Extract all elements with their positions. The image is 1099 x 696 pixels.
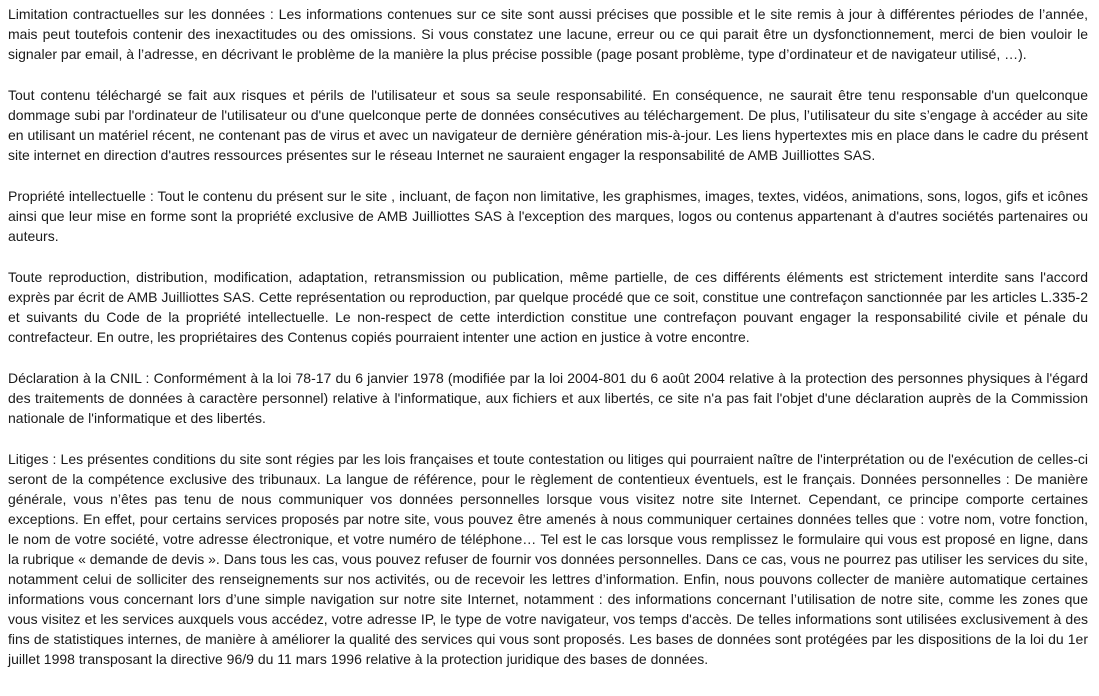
legal-notice-content — [8, 4, 1088, 669]
paragraph-intellectual-property: Propriété intellectuelle : Tout le contenu du présent sur le site , incluant, de façon non limitative, les graphismes, images, textes, vidéos, animations, sons, logos, gifs et icônes ainsi que leur mise en forme sont la propriété exclusive de AMB Juilliottes SAS à l'exception des marques, logos ou contenus appartenant à d'autres sociétés partenaires ou auteurs. — [8, 188, 1088, 244]
paragraph-downloads-liability: Tout contenu téléchargé se fait aux risques et périls de l'utilisateur et sous sa seule responsabilité. En conséquence, ne saurait être tenu responsable d'un quelconque dommage subi par l'ordinateur de l'utilisateur ou d'une quelconque perte de données consécutives au téléchargement. De plus, l’utilisateur du site s’engage à accéder au site en utilisant un matériel récent, ne contenant pas de virus et avec un navigateur de dernière génération mis-à-jour. Les liens hypertextes mis en place dans le cadre du présent site internet en direction d'autres ressources présentes sur le réseau Internet ne sauraient engager la responsabilité de AMB Juilliottes SAS. — [8, 87, 1088, 163]
paragraph-reproduction: Toute reproduction, distribution, modification, adaptation, retransmission ou publication, même partielle, de ces différents éléments est strictement interdite sans l'accord exprès par écrit de AMB Juilliottes SAS. Cette représentation ou reproduction, par quelque procédé que ce soit, constitue une contrefaçon sanctionnée par les articles L.335-2 et suivants du Code de la propriété intellectuelle. Le non-respect de cette interdiction constitue une contrefaçon pouvant engager la responsabilité civile et pénale du contrefacteur. En outre, les propriétaires des Contenus copiés pourraient intenter une action en justice à votre encontre. — [8, 269, 1088, 345]
paragraph-data-limitations: Limitation contractuelles sur les données : Les informations contenues sur ce site sont aussi précises que possible et le site remis à jour à différentes périodes de l’année, mais peut toutefois contenir des inexactitudes ou des omissions. Si vous constatez une lacune, erreur ou ce qui parait être un dysfonctionnement, merci de bien vouloir le signaler par email, à l’adresse, en décrivant le problème de la manière la plus précise possible (page posant problème, type d’ordinateur et de navigateur utilisé, …). — [8, 6, 1088, 62]
paragraph-disputes-personal-data: Litiges : Les présentes conditions du site sont régies par les lois françaises et toute contestation ou litiges qui pourraient naître de l'interprétation ou de l'exécution de celles-ci seront de la compétence exclusive des tribunaux. La langue de référence, pour le règlement de contentieux éventuels, est le français. Données personnelles : De manière générale, vous n’êtes pas tenu de nous communiquer vos données personnelles lorsque vous visitez notre site Internet. Cependant, ce principe comporte certaines exceptions. En effet, pour certains services proposés par notre site, vous pouvez être amenés à nous communiquer certaines données telles que : votre nom, votre fonction, le nom de votre société, votre adresse électronique, et votre numéro de téléphone… Tel est le cas lorsque vous remplissez le formulaire qui vous est proposé en ligne, dans la rubrique « demande de devis ». Dans tous les cas, vous pouvez refuser de fournir vos données personnelles. Dans ce cas, vous ne pourrez pas utiliser les services du site, notamment celui de solliciter des renseignements sur nos activités, ou de recevoir les lettres d’information. Enfin, nous pouvons collecter de manière automatique certaines informations vous concernant lors d’une simple navigation sur notre site Internet, notamment : des informations concernant l’utilisation de notre site, comme les zones que vous visitez et les services auxquels vous accédez, votre adresse IP, le type de votre navigateur, vos temps d'accès. De telles informations sont utilisées exclusivement à des fins de statistiques internes, de manière à améliorer la qualité des services qui vous sont proposés. Les bases de données sont protégées par les dispositions de la loi du 1er juillet 1998 transposant la directive 96/9 du 11 mars 1996 relative à la protection juridique des bases de données. — [8, 451, 1088, 667]
paragraph-cnil-declaration: Déclaration à la CNIL : Conformément à la loi 78-17 du 6 janvier 1978 (modifiée par la loi 2004-801 du 6 août 2004 relative à la protection des personnes physiques à l'égard des traitements de données à caractère personnel) relative à l'informatique, aux fichiers et aux libertés, ce site n'a pas fait l'objet d'une déclaration auprès de la Commission nationale de l'informatique et des libertés. — [8, 370, 1088, 426]
